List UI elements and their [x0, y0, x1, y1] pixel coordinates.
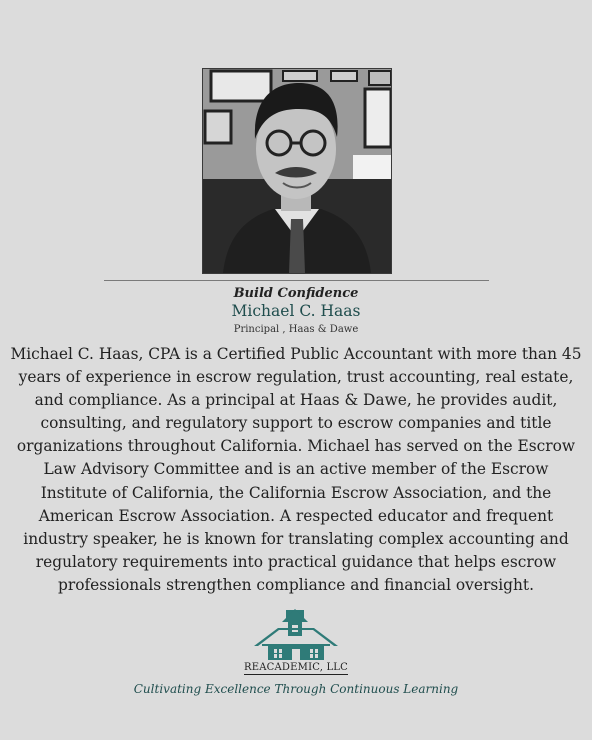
divider: [104, 280, 489, 281]
speaker-bio: Michael C. Haas, CPA is a Certified Public Accountant with more than 45 years of experience in escrow regulation, trust accounting, real estate, and compliance. As a principal at Haas & Dawe, he provides audit, consulting, and regulatory support to escrow companies and title organizations throughout California. Michael has served on the Escrow Law Advisory Committee and is an active member of the Escrow Institute of California, the California Escrow Association, and the American Escrow Association. A respected educator and frequent industry speaker, he is known for translating complex accounting and regulatory requirements into practical guidance that helps escrow professionals strengthen compliance and financial oversight.: [10, 345, 582, 594]
tagline: Build Confidence: [233, 286, 359, 301]
company-slogan: Cultivating Excellence Through Continuous Learning: [133, 682, 459, 696]
company-name: [0, 662, 592, 673]
company-name-text: REACADEMIC, LLC: [243, 662, 348, 673]
reacademic-logo-icon: [248, 606, 344, 662]
speaker-name: Michael C. Haas: [231, 302, 361, 320]
speaker-role: Principal , Haas & Dawe: [233, 324, 359, 335]
headshot-photo: [202, 68, 392, 274]
